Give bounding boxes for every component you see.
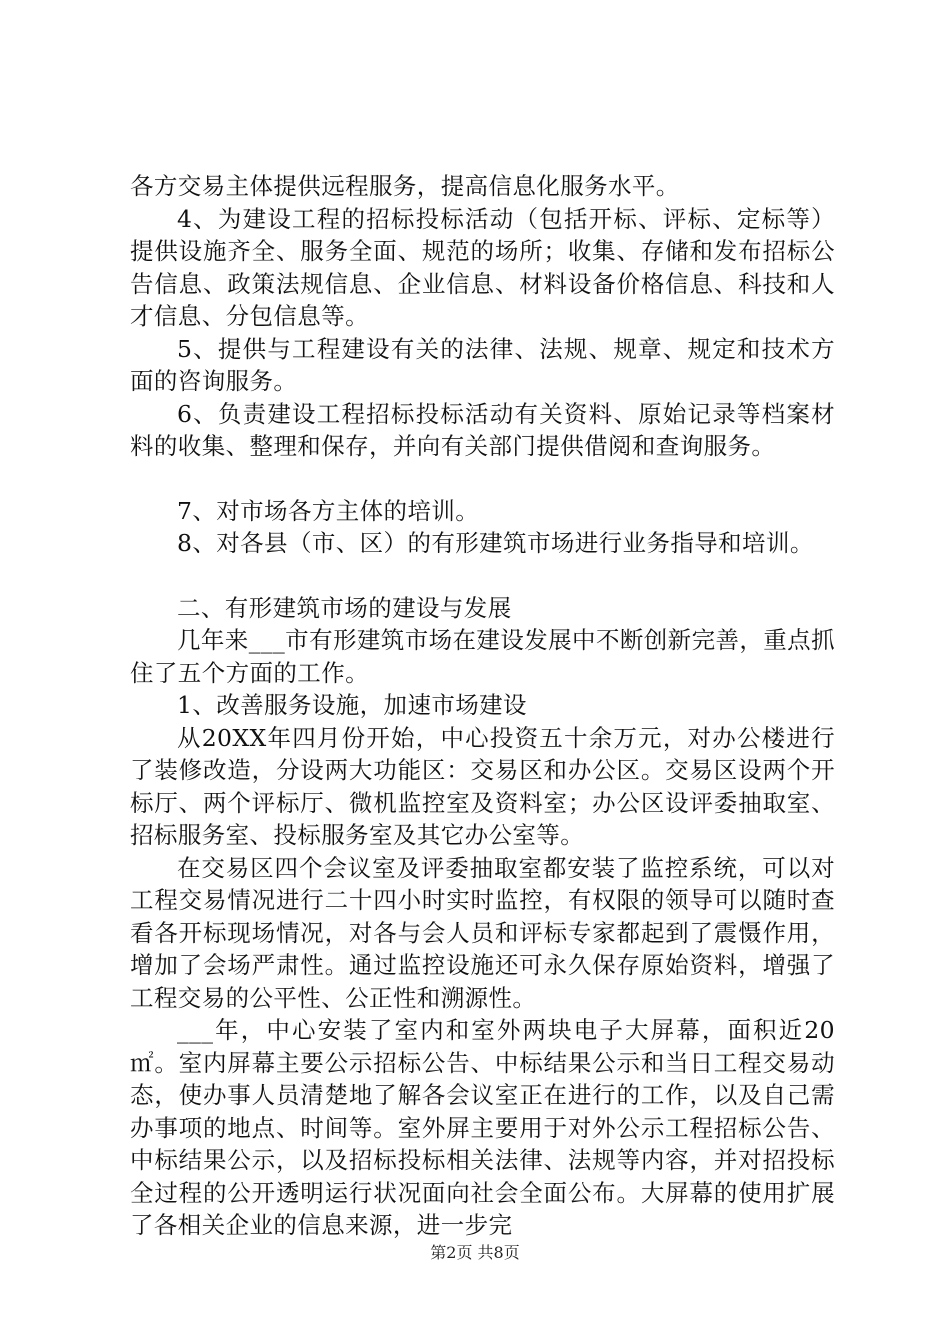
- paragraph-4: 6、负责建设工程招标投标活动有关资料、原始记录等档案材料的收集、整理和保存，并向有关部门提供借阅和查询服务。: [130, 399, 835, 460]
- document-body: [130, 170, 835, 1242]
- paragraph-8: 从20XX年四月份开始，中心投资五十余万元，对办公楼进行了装修改造，分设两大功能区：交易区和办公区。交易区设两个开标厅、两个评标厅、微机监控室及资料室；办公区设评委抽取室、招标服务室、投标服务室及其它办公室等。: [130, 723, 835, 849]
- paragraph-9: 在交易区四个会议室及评委抽取室都安装了监控系统，可以对工程交易情况进行二十四小时实时监控，有权限的领导可以随时查看各开标现场情况，对各与会人员和评标专家都起到了震慑作用，增加了会场严肃性。通过监控设施还可永久保存原始资料，增强了工程交易的公平性、公正性和溯源性。: [130, 853, 835, 1012]
- paragraph-5: 7、对市场各方主体的培训。: [177, 496, 480, 525]
- paragraph-1: 各方交易主体提供远程服务，提高信息化服务水平。: [130, 172, 680, 200]
- paragraph-7: 几年来___市有形建筑市场在建设发展中不断创新完善，重点抓住了五个方面的工作。: [130, 626, 835, 687]
- paragraph-3: 5、提供与工程建设有关的法律、法规、规章、规定和技术方面的咨询服务。: [130, 334, 835, 395]
- paragraph-2: 4、为建设工程的招标投标活动（包括开标、评标、定标等）提供设施齐全、服务全面、规范的场所；收集、存储和发布招标公告信息、政策法规信息、企业信息、材料设备价格信息、科技和人才信息、分包信息等。: [130, 204, 835, 330]
- paragraph-6: 8、对各县（市、区）的有形建筑市场进行业务指导和培训。: [177, 529, 814, 557]
- page-number-footer: 第2页 共8页: [430, 1243, 520, 1262]
- paragraph-10: ___年，中心安装了室内和室外两块电子大屏幕，面积近20㎡。室内屏幕主要公示招标公告、中标结果公示和当日工程交易动态，使办事人员清楚地了解各会议室正在进行的工作，以及自己需办事项的地点、时间等。室外屏主要用于对外公示工程招标公告、中标结果公示，以及招标投标相关法律、法规等内容，并对招投标全过程的公开透明运行状况面向社会全面公布。大屏幕的使用扩展了各相关企业的信息来源，进一步完: [130, 1016, 835, 1239]
- section-heading: 二、有形建筑市场的建设与发展: [177, 593, 512, 622]
- subheading-1: 1、改善服务设施，加速市场建设: [177, 691, 527, 719]
